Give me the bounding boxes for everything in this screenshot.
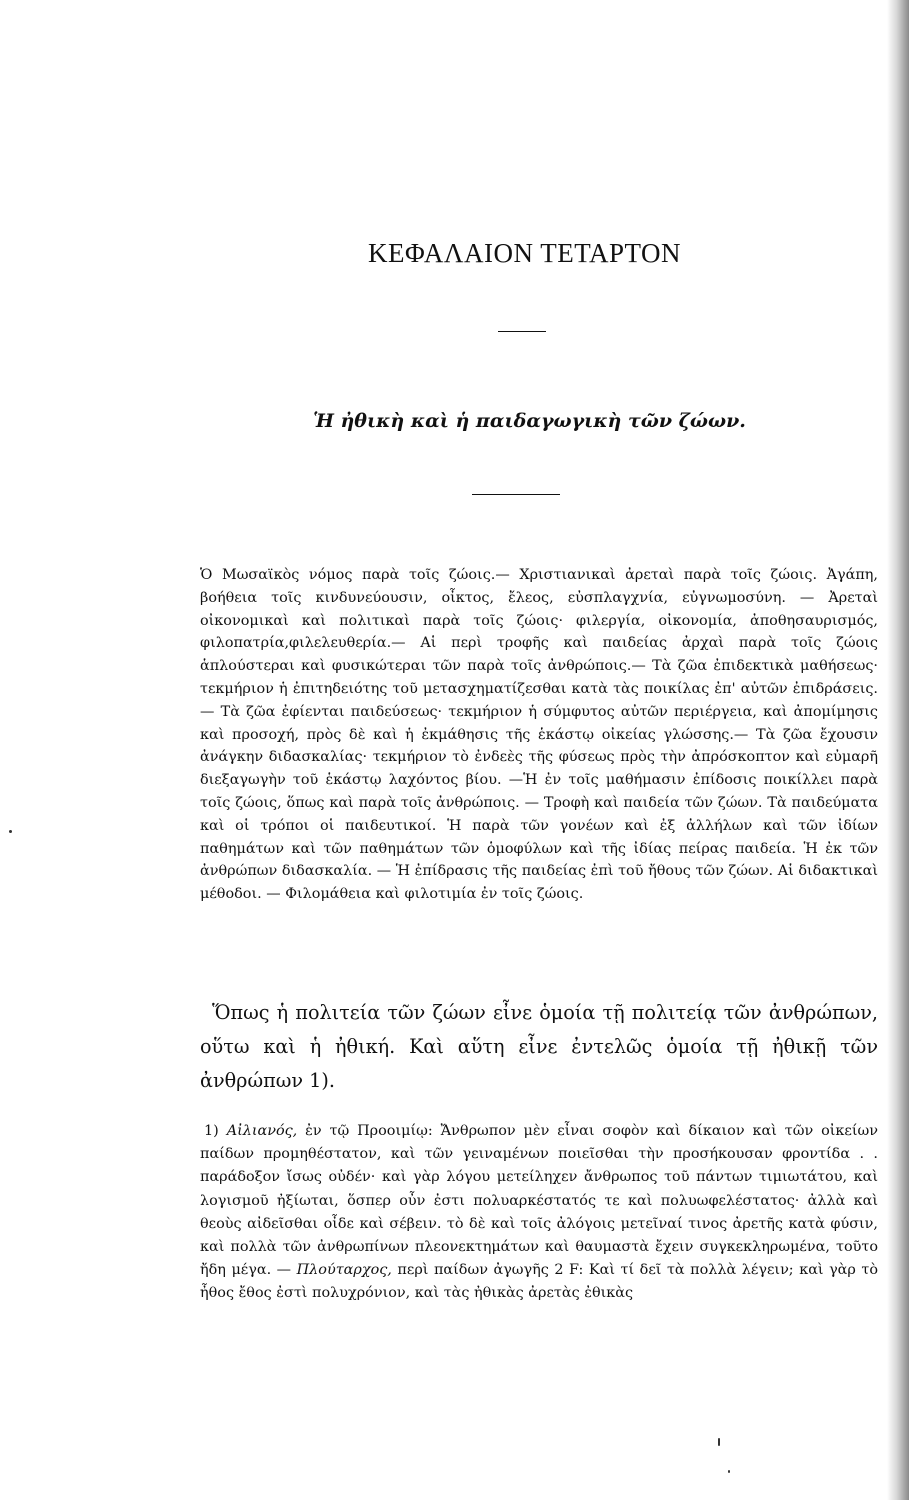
footnote-author-aelian: Αἰλιανός, xyxy=(226,1123,298,1139)
page-edge-shadow xyxy=(887,0,909,1500)
footnote-text-plutarch: περὶ παίδων ἀγωγῆς 2 F: Καὶ τί δεῖ τὰ πολλὰ λέγειν; καὶ γὰρ τὸ ἦθος ἔθος ἐστὶ πολυχρόνιον, καὶ τὰς ἠθικὰς ἀρετὰς ἐθικὰς xyxy=(200,1262,879,1302)
print-speck xyxy=(728,1470,730,1473)
print-speck xyxy=(9,830,12,833)
footnote-marker: 1) xyxy=(204,1123,219,1139)
footnote-text-aelian: ἐν τῷ Προοιμίῳ: Ἄνθρωπον μὲν εἶναι σοφὸν καὶ δίκαιον καὶ τῶν οἰκείων παίδων προμηθέστατον, καὶ τῶν γειναμένων ποιεῖσθαι τὴν προσήκουσαν φροντίδα . . παράδοξον ἴσως οὐδέν· καὶ γὰρ λόγου μετείληχεν ἄνθρωπος τοῦ πάντων τιμιωτάτου, καὶ λογισμοῦ ἠξίωται, ὅσπερ οὖν ἐστι πολυαρκέστατός τε καὶ πολυωφελέστατος· ἀλλὰ καὶ θεοὺς αἰδεῖσθαι οἶδε καὶ σέβειν. τὸ δὲ καὶ τοῖς ἀλόγοις μετεῖναί τινος ἀρετῆς κατὰ φύσιν, καὶ πολλὰ τῶν ἀνθρωπίνων πλεονεκτημάτων καὶ θαυμαστὰ ἔχειν συγκεκληρωμένα, τοῦτο ἤδη μέγα. — xyxy=(200,1123,878,1279)
body-paragraph: Ὅπως ἡ πολιτεία τῶν ζώων εἶνε ὁμοία τῇ πολιτείᾳ τῶν ἀνθρώπων, οὕτω καὶ ἡ ἠθική. Καὶ αὕτη εἶνε ἐντελῶς ὁμοία τῇ ἠθικῇ τῶν ἀνθρώπων 1). xyxy=(200,1001,878,1092)
footnote-author-plutarch: Πλούταρχος, xyxy=(296,1262,392,1279)
chapter-summary: Ὁ Μωσαϊκὸς νόμος παρὰ τοῖς ζώοις.— Χριστιανικαὶ ἀρεταὶ παρὰ τοῖς ζώοις. Ἀγάπη, βοήθεια τοῖς κινδυνεύουσιν, οἶκτος, ἔλεος, εὐσπλαγχνία, εὐγνωμοσύνη. — Ἀρεταὶ οἰκονομικαὶ καὶ πολιτικαὶ παρὰ τοῖς ζώοις· φιλεργία, οἰκονομία, ἀποθησαυρισμός, φιλοπατρία,φιλελευθερία.— Αἱ περὶ τροφῆς καὶ παιδείας ἀρχαὶ παρὰ τοῖς ζώοις ἁπλούστεραι καὶ φυσικώτεραι τῶν παρὰ τοῖς ἀνθρώποις.— Τὰ ζῶα ἐπιδεκτικὰ μαθήσεως· τεκμήριον ἡ ἐπιτηδειότης τοῦ μετασχηματίζεσθαι κατὰ τὰς ποικίλας ἐπ' αὐτῶν ἐπιδράσεις.— Τὰ ζῶα ἐφίενται παιδεύσεως· τεκμήριον ἡ σύμφυτος αὐτῶν περιέργεια, καὶ ἀπομίμησις καὶ προσοχή, πρὸς δὲ καὶ ἡ ἐκμάθησις τῆς ἑκάστῳ οἰκείας γλώσσης.— Τὰ ζῶα ἔχουσιν ἀνάγκην διδασκαλίας· τεκμήριον τὸ ἐνδεὲς τῆς φύσεως πρὸς τὴν ἀπρόσκοπτον καὶ εὐμαρῆ διεξαγωγὴν τοῦ ἑκάστῳ λαχόντος βίου. —Ἡ ἐν τοῖς μαθήμασιν ἐπίδοσις ποικίλλει παρὰ τοῖς ζώοις, ὅπως καὶ παρὰ τοῖς ἀνθρώποις. — Τροφὴ καὶ παιδεία τῶν ζώων. Τὰ παιδεύματα καὶ οἱ τρόποι οἱ παιδευτικοί. Ἡ παρὰ τῶν γονέων καὶ ἐξ ἀλλήλων καὶ τῶν ἰδίων παθημάτων καὶ τῶν παθημάτων τῶν ὁμοφύλων καὶ τῆς ἰδίας πείρας παιδεία. Ἡ ἐκ τῶν ἀνθρώπων διδασκαλία. — Ἡ ἐπίδρασις τῆς παιδείας ἐπὶ τοῦ ἤθους τῶν ζώων. Αἱ διδακτικαὶ μέθοδοι. — Φιλομάθεια καὶ φιλοτιμία ἐν τοῖς ζώοις. xyxy=(200,567,878,903)
chapter-subtitle: Ἡ ἠθικὴ καὶ ἡ παιδαγωγικὴ τῶν ζώων. xyxy=(313,410,746,432)
chapter-title: ΚΕΦΑΛΑΙΟΝ ΤΕΤΑΡΤΟΝ xyxy=(367,238,682,268)
title-divider xyxy=(498,331,546,332)
print-speck xyxy=(718,1438,720,1446)
footnote xyxy=(200,1120,878,1306)
subtitle-divider xyxy=(472,494,560,495)
